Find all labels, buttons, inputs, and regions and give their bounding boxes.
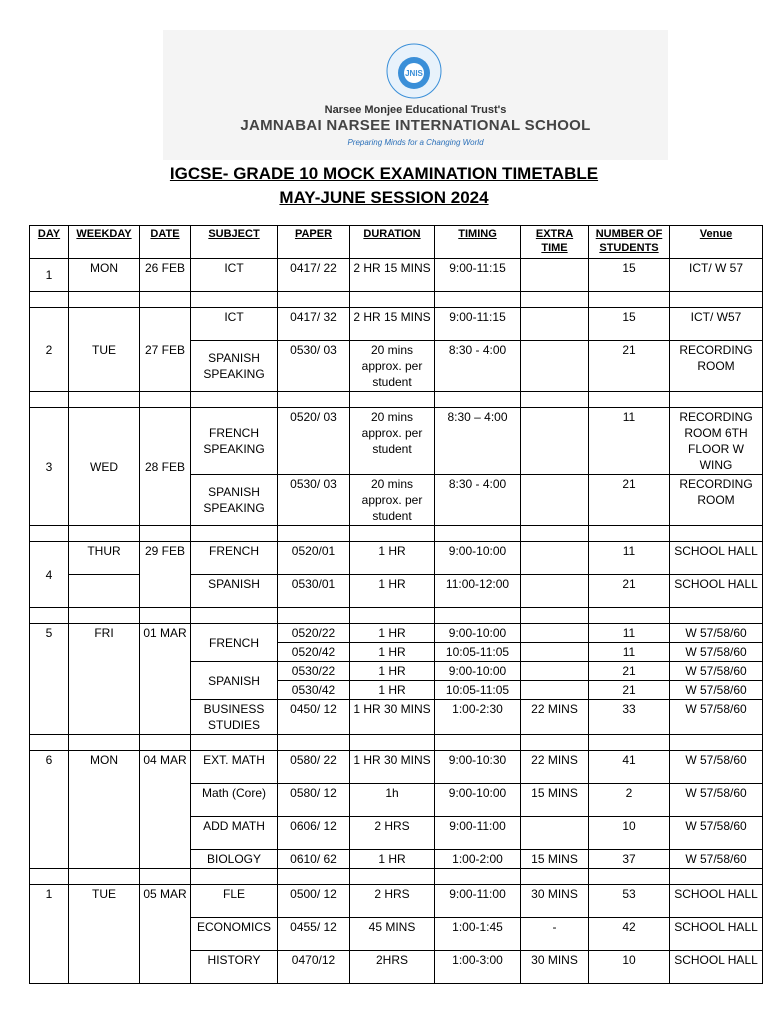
day-cell: 4 (30, 542, 69, 608)
extra-cell (521, 542, 589, 575)
duration-cell: 1 HR (350, 575, 435, 608)
subject-cell: SPANISH (191, 662, 278, 700)
duration-cell: 1 HR (350, 681, 435, 700)
weekday-cell: MON (69, 259, 140, 292)
timing-cell: 9:00-10:00 (435, 542, 521, 575)
timing-cell: 11:00-12:00 (435, 575, 521, 608)
students-cell: 11 (589, 408, 670, 475)
date-cell: 26 FEB (140, 259, 191, 292)
duration-cell: 2 HRS (350, 885, 435, 918)
timing-cell: 9:00-10:00 (435, 624, 521, 643)
duration-cell: 2 HR 15 MINS (350, 308, 435, 341)
day-cell: 3 (30, 408, 69, 526)
exam-timetable (29, 225, 763, 984)
duration-cell: 1 HR (350, 624, 435, 643)
venue-cell: ICT/ W57 (670, 308, 763, 341)
venue-cell: ICT/ W 57 (670, 259, 763, 292)
weekday-cell (69, 575, 140, 608)
table-row (30, 575, 763, 608)
venue-cell: W 57/58/60 (670, 662, 763, 681)
extra-cell (521, 475, 589, 526)
paper-cell: 0417/ 22 (278, 259, 350, 292)
timing-cell: 10:05-11:05 (435, 643, 521, 662)
paper-cell: 0417/ 32 (278, 308, 350, 341)
students-cell: 10 (589, 951, 670, 984)
subject-cell: EXT. MATH (191, 751, 278, 784)
paper-cell: 0530/ 03 (278, 475, 350, 526)
students-cell: 11 (589, 542, 670, 575)
col-date: DATE (140, 226, 191, 259)
col-paper: PAPER (278, 226, 350, 259)
day-cell: 1 (30, 885, 69, 984)
col-subject: SUBJECT (191, 226, 278, 259)
students-cell: 21 (589, 341, 670, 392)
duration-cell: 2 HR 15 MINS (350, 259, 435, 292)
duration-cell: 2 HRS (350, 817, 435, 850)
school-tagline: Preparing Minds for a Changing World (347, 138, 484, 147)
paper-cell: 0520/01 (278, 542, 350, 575)
duration-cell: 1 HR (350, 662, 435, 681)
venue-cell: SCHOOL HALL (670, 542, 763, 575)
venue-cell: W 57/58/60 (670, 624, 763, 643)
venue-cell: W 57/58/60 (670, 850, 763, 869)
venue-cell: W 57/58/60 (670, 817, 763, 850)
subject-cell: ECONOMICS (191, 918, 278, 951)
extra-cell (521, 259, 589, 292)
students-cell: 42 (589, 918, 670, 951)
subject-cell: FRENCH SPEAKING (191, 408, 278, 475)
subject-cell: SPANISH SPEAKING (191, 341, 278, 392)
students-cell: 37 (589, 850, 670, 869)
paper-cell: 0580/ 22 (278, 751, 350, 784)
page-subtitle: MAY-JUNE SESSION 2024 (279, 188, 489, 207)
subject-cell: FRENCH (191, 542, 278, 575)
duration-cell: 20 mins approx. per student (350, 408, 435, 475)
timing-cell: 1:00-2:00 (435, 850, 521, 869)
subject-cell: Math (Core) (191, 784, 278, 817)
date-cell: 01 MAR (140, 624, 191, 735)
venue-cell: W 57/58/60 (670, 681, 763, 700)
duration-cell: 45 MINS (350, 918, 435, 951)
day-cell: 2 (30, 308, 69, 392)
date-cell: 29 FEB (140, 542, 191, 608)
extra-cell (521, 643, 589, 662)
subject-cell: SPANISH SPEAKING (191, 475, 278, 526)
extra-cell (521, 662, 589, 681)
col-venue: Venue (670, 226, 763, 259)
spacer-row (30, 735, 763, 751)
timing-cell: 8:30 – 4:00 (435, 408, 521, 475)
venue-cell: SCHOOL HALL (670, 951, 763, 984)
trust-name: Narsee Monjee Educational Trust's (324, 104, 507, 116)
duration-cell: 1h (350, 784, 435, 817)
extra-cell (521, 575, 589, 608)
col-students: NUMBER OF STUDENTS (589, 226, 670, 259)
extra-cell: 22 MINS (521, 751, 589, 784)
venue-cell: SCHOOL HALL (670, 575, 763, 608)
paper-cell: 0455/ 12 (278, 918, 350, 951)
students-cell: 21 (589, 662, 670, 681)
date-cell: 04 MAR (140, 751, 191, 869)
timing-cell: 8:30 - 4:00 (435, 475, 521, 526)
venue-cell: W 57/58/60 (670, 700, 763, 735)
paper-cell: 0470/12 (278, 951, 350, 984)
date-cell: 05 MAR (140, 885, 191, 984)
paper-cell: 0520/42 (278, 643, 350, 662)
paper-cell: 0520/22 (278, 624, 350, 643)
spacer-row (30, 292, 763, 308)
students-cell: 11 (589, 624, 670, 643)
timing-cell: 9:00-11:00 (435, 817, 521, 850)
duration-cell: 1 HR (350, 542, 435, 575)
subject-cell: BIOLOGY (191, 850, 278, 869)
day-cell: 6 (30, 751, 69, 869)
col-extra-time: EXTRA TIME (521, 226, 589, 259)
paper-cell: 0530/22 (278, 662, 350, 681)
duration-cell: 1 HR (350, 850, 435, 869)
table-row (30, 542, 763, 575)
students-cell: 21 (589, 475, 670, 526)
subject-cell: FLE (191, 885, 278, 918)
duration-cell: 20 mins approx. per student (350, 475, 435, 526)
paper-cell: 0450/ 12 (278, 700, 350, 735)
students-cell: 15 (589, 259, 670, 292)
extra-cell: - (521, 918, 589, 951)
duration-cell: 2HRS (350, 951, 435, 984)
paper-cell: 0530/01 (278, 575, 350, 608)
table-row (30, 408, 763, 475)
header-row (30, 226, 763, 259)
spacer-row (30, 392, 763, 408)
day-cell: 1 (30, 259, 69, 292)
weekday-cell: TUE (69, 885, 140, 984)
extra-cell: 15 MINS (521, 850, 589, 869)
timing-cell: 1:00-3:00 (435, 951, 521, 984)
timing-cell: 1:00-2:30 (435, 700, 521, 735)
venue-cell: SCHOOL HALL (670, 885, 763, 918)
timing-cell: 9:00-11:00 (435, 885, 521, 918)
students-cell: 33 (589, 700, 670, 735)
duration-cell: 1 HR 30 MINS (350, 751, 435, 784)
extra-cell (521, 681, 589, 700)
table-row (30, 751, 763, 784)
students-cell: 15 (589, 308, 670, 341)
subject-cell: ICT (191, 308, 278, 341)
weekday-cell: THUR (69, 542, 140, 575)
students-cell: 53 (589, 885, 670, 918)
paper-cell: 0530/42 (278, 681, 350, 700)
table-row (30, 308, 763, 341)
table-row (30, 624, 763, 643)
students-cell: 21 (589, 575, 670, 608)
venue-cell: RECORDING ROOM (670, 341, 763, 392)
extra-cell: 30 MINS (521, 951, 589, 984)
students-cell: 2 (589, 784, 670, 817)
venue-cell: W 57/58/60 (670, 751, 763, 784)
weekday-cell: FRI (69, 624, 140, 735)
extra-cell (521, 817, 589, 850)
col-day: DAY (30, 226, 69, 259)
col-timing: TIMING (435, 226, 521, 259)
subject-cell: BUSINESS STUDIES (191, 700, 278, 735)
table-row (30, 885, 763, 918)
students-cell: 21 (589, 681, 670, 700)
timing-cell: 9:00-10:00 (435, 662, 521, 681)
spacer-row (30, 608, 763, 624)
venue-cell: SCHOOL HALL (670, 918, 763, 951)
timing-cell: 8:30 - 4:00 (435, 341, 521, 392)
timing-cell: 10:05-11:05 (435, 681, 521, 700)
subject-cell: ADD MATH (191, 817, 278, 850)
col-duration: DURATION (350, 226, 435, 259)
weekday-cell: WED (69, 408, 140, 526)
table-row (30, 259, 763, 292)
extra-cell: 22 MINS (521, 700, 589, 735)
timing-cell: 9:00-10:30 (435, 751, 521, 784)
students-cell: 41 (589, 751, 670, 784)
paper-cell: 0610/ 62 (278, 850, 350, 869)
col-weekday: WEEKDAY (69, 226, 140, 259)
school-name: JAMNABAI NARSEE INTERNATIONAL SCHOOL (240, 117, 591, 134)
timing-cell: 9:00-11:15 (435, 259, 521, 292)
students-cell: 11 (589, 643, 670, 662)
paper-cell: 0500/ 12 (278, 885, 350, 918)
subject-cell: HISTORY (191, 951, 278, 984)
weekday-cell: MON (69, 751, 140, 869)
timing-cell: 9:00-11:15 (435, 308, 521, 341)
duration-cell: 1 HR (350, 643, 435, 662)
paper-cell: 0530/ 03 (278, 341, 350, 392)
venue-cell: W 57/58/60 (670, 643, 763, 662)
venue-cell: RECORDING ROOM (670, 475, 763, 526)
extra-cell (521, 341, 589, 392)
logo-text: JNIS (405, 69, 423, 78)
paper-cell: 0520/ 03 (278, 408, 350, 475)
spacer-row (30, 526, 763, 542)
venue-cell: RECORDING ROOM 6TH FLOOR W WING (670, 408, 763, 475)
school-logo (385, 42, 443, 100)
extra-cell (521, 624, 589, 643)
students-cell: 10 (589, 817, 670, 850)
paper-cell: 0606/ 12 (278, 817, 350, 850)
duration-cell: 20 mins approx. per student (350, 341, 435, 392)
date-cell: 28 FEB (140, 408, 191, 526)
timing-cell: 1:00-1:45 (435, 918, 521, 951)
extra-cell: 15 MINS (521, 784, 589, 817)
extra-cell (521, 408, 589, 475)
venue-cell: W 57/58/60 (670, 784, 763, 817)
extra-cell (521, 308, 589, 341)
weekday-cell: TUE (69, 308, 140, 392)
date-cell: 27 FEB (140, 308, 191, 392)
extra-cell: 30 MINS (521, 885, 589, 918)
duration-cell: 1 HR 30 MINS (350, 700, 435, 735)
timing-cell: 9:00-10:00 (435, 784, 521, 817)
day-cell: 5 (30, 624, 69, 735)
paper-cell: 0580/ 12 (278, 784, 350, 817)
page-title: IGCSE- GRADE 10 MOCK EXAMINATION TIMETABLE (169, 164, 599, 183)
spacer-row (30, 869, 763, 885)
subject-cell: SPANISH (191, 575, 278, 608)
subject-cell: ICT (191, 259, 278, 292)
subject-cell: FRENCH (191, 624, 278, 662)
